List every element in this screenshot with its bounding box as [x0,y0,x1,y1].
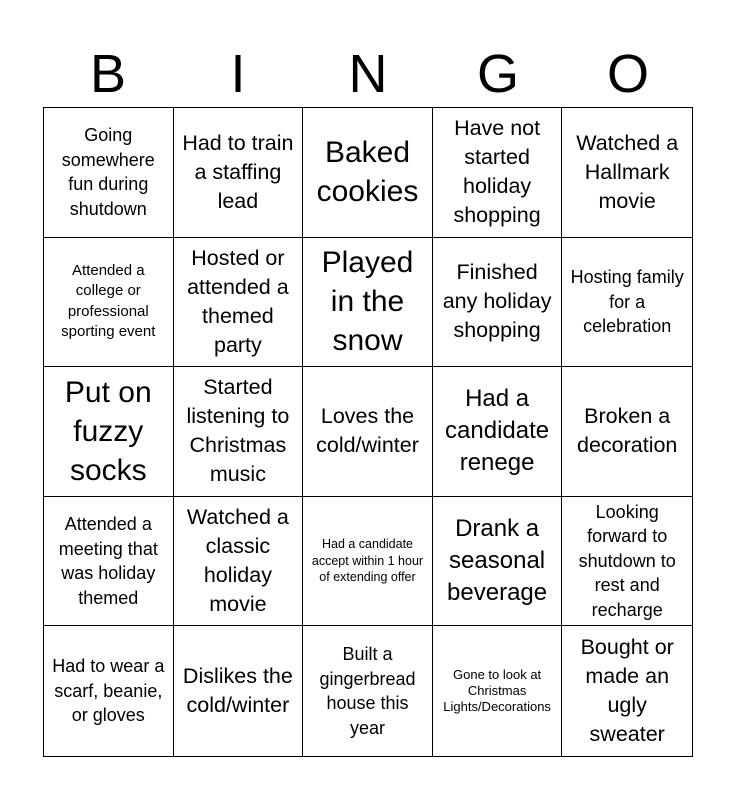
header-letter-b: B [89,44,127,104]
bingo-cell[interactable]: Loves the cold/winter [303,367,433,497]
bingo-cell[interactable]: Have not started holiday shopping [433,108,563,238]
bingo-header [43,40,693,108]
bingo-cell[interactable]: Had a candidate accept within 1 hour of extending offer [303,497,433,627]
bingo-grid [43,107,693,757]
bingo-cell[interactable]: Attended a meeting that was holiday themed [44,497,174,627]
bingo-cell[interactable]: Dislikes the cold/winter [174,626,304,756]
bingo-cell[interactable]: Baked cookies [303,108,433,238]
bingo-cell[interactable]: Watched a Hallmark movie [562,108,692,238]
bingo-cell[interactable]: Going somewhere fun during shutdown [44,108,174,238]
bingo-cell[interactable]: Gone to look at Christmas Lights/Decorations [433,626,563,756]
bingo-cell[interactable]: Broken a decoration [562,367,692,497]
header-letter-g: G [476,44,519,104]
bingo-cell[interactable]: Drank a seasonal beverage [433,497,563,627]
header-letter-o: O [606,44,649,104]
bingo-cell[interactable]: Attended a college or professional sporting event [44,238,174,368]
bingo-cell[interactable]: Hosting family for a celebration [562,238,692,368]
bingo-cell[interactable]: Built a gingerbread house this year [303,626,433,756]
bingo-cell[interactable]: Hosted or attended a themed party [174,238,304,368]
bingo-cell[interactable]: Looking forward to shutdown to rest and recharge [562,497,692,627]
bingo-cell[interactable]: Finished any holiday shopping [433,238,563,368]
bingo-cell[interactable]: Put on fuzzy socks [44,367,174,497]
bingo-cell[interactable]: Had to train a staffing lead [174,108,304,238]
bingo-cell[interactable]: Played in the snow [303,238,433,368]
bingo-cell[interactable]: Bought or made an ugly sweater [580,635,674,747]
bingo-cell[interactable]: Had a candidate renege [433,367,563,497]
header-letter-i: I [230,44,246,104]
bingo-cell[interactable]: Watched a classic holiday movie [174,497,304,627]
header-letter-n: N [348,44,388,104]
bingo-cell[interactable]: Started listening to Christmas music [174,367,304,497]
bingo-cell[interactable]: Had to wear a scarf, beanie, or gloves [44,626,174,756]
